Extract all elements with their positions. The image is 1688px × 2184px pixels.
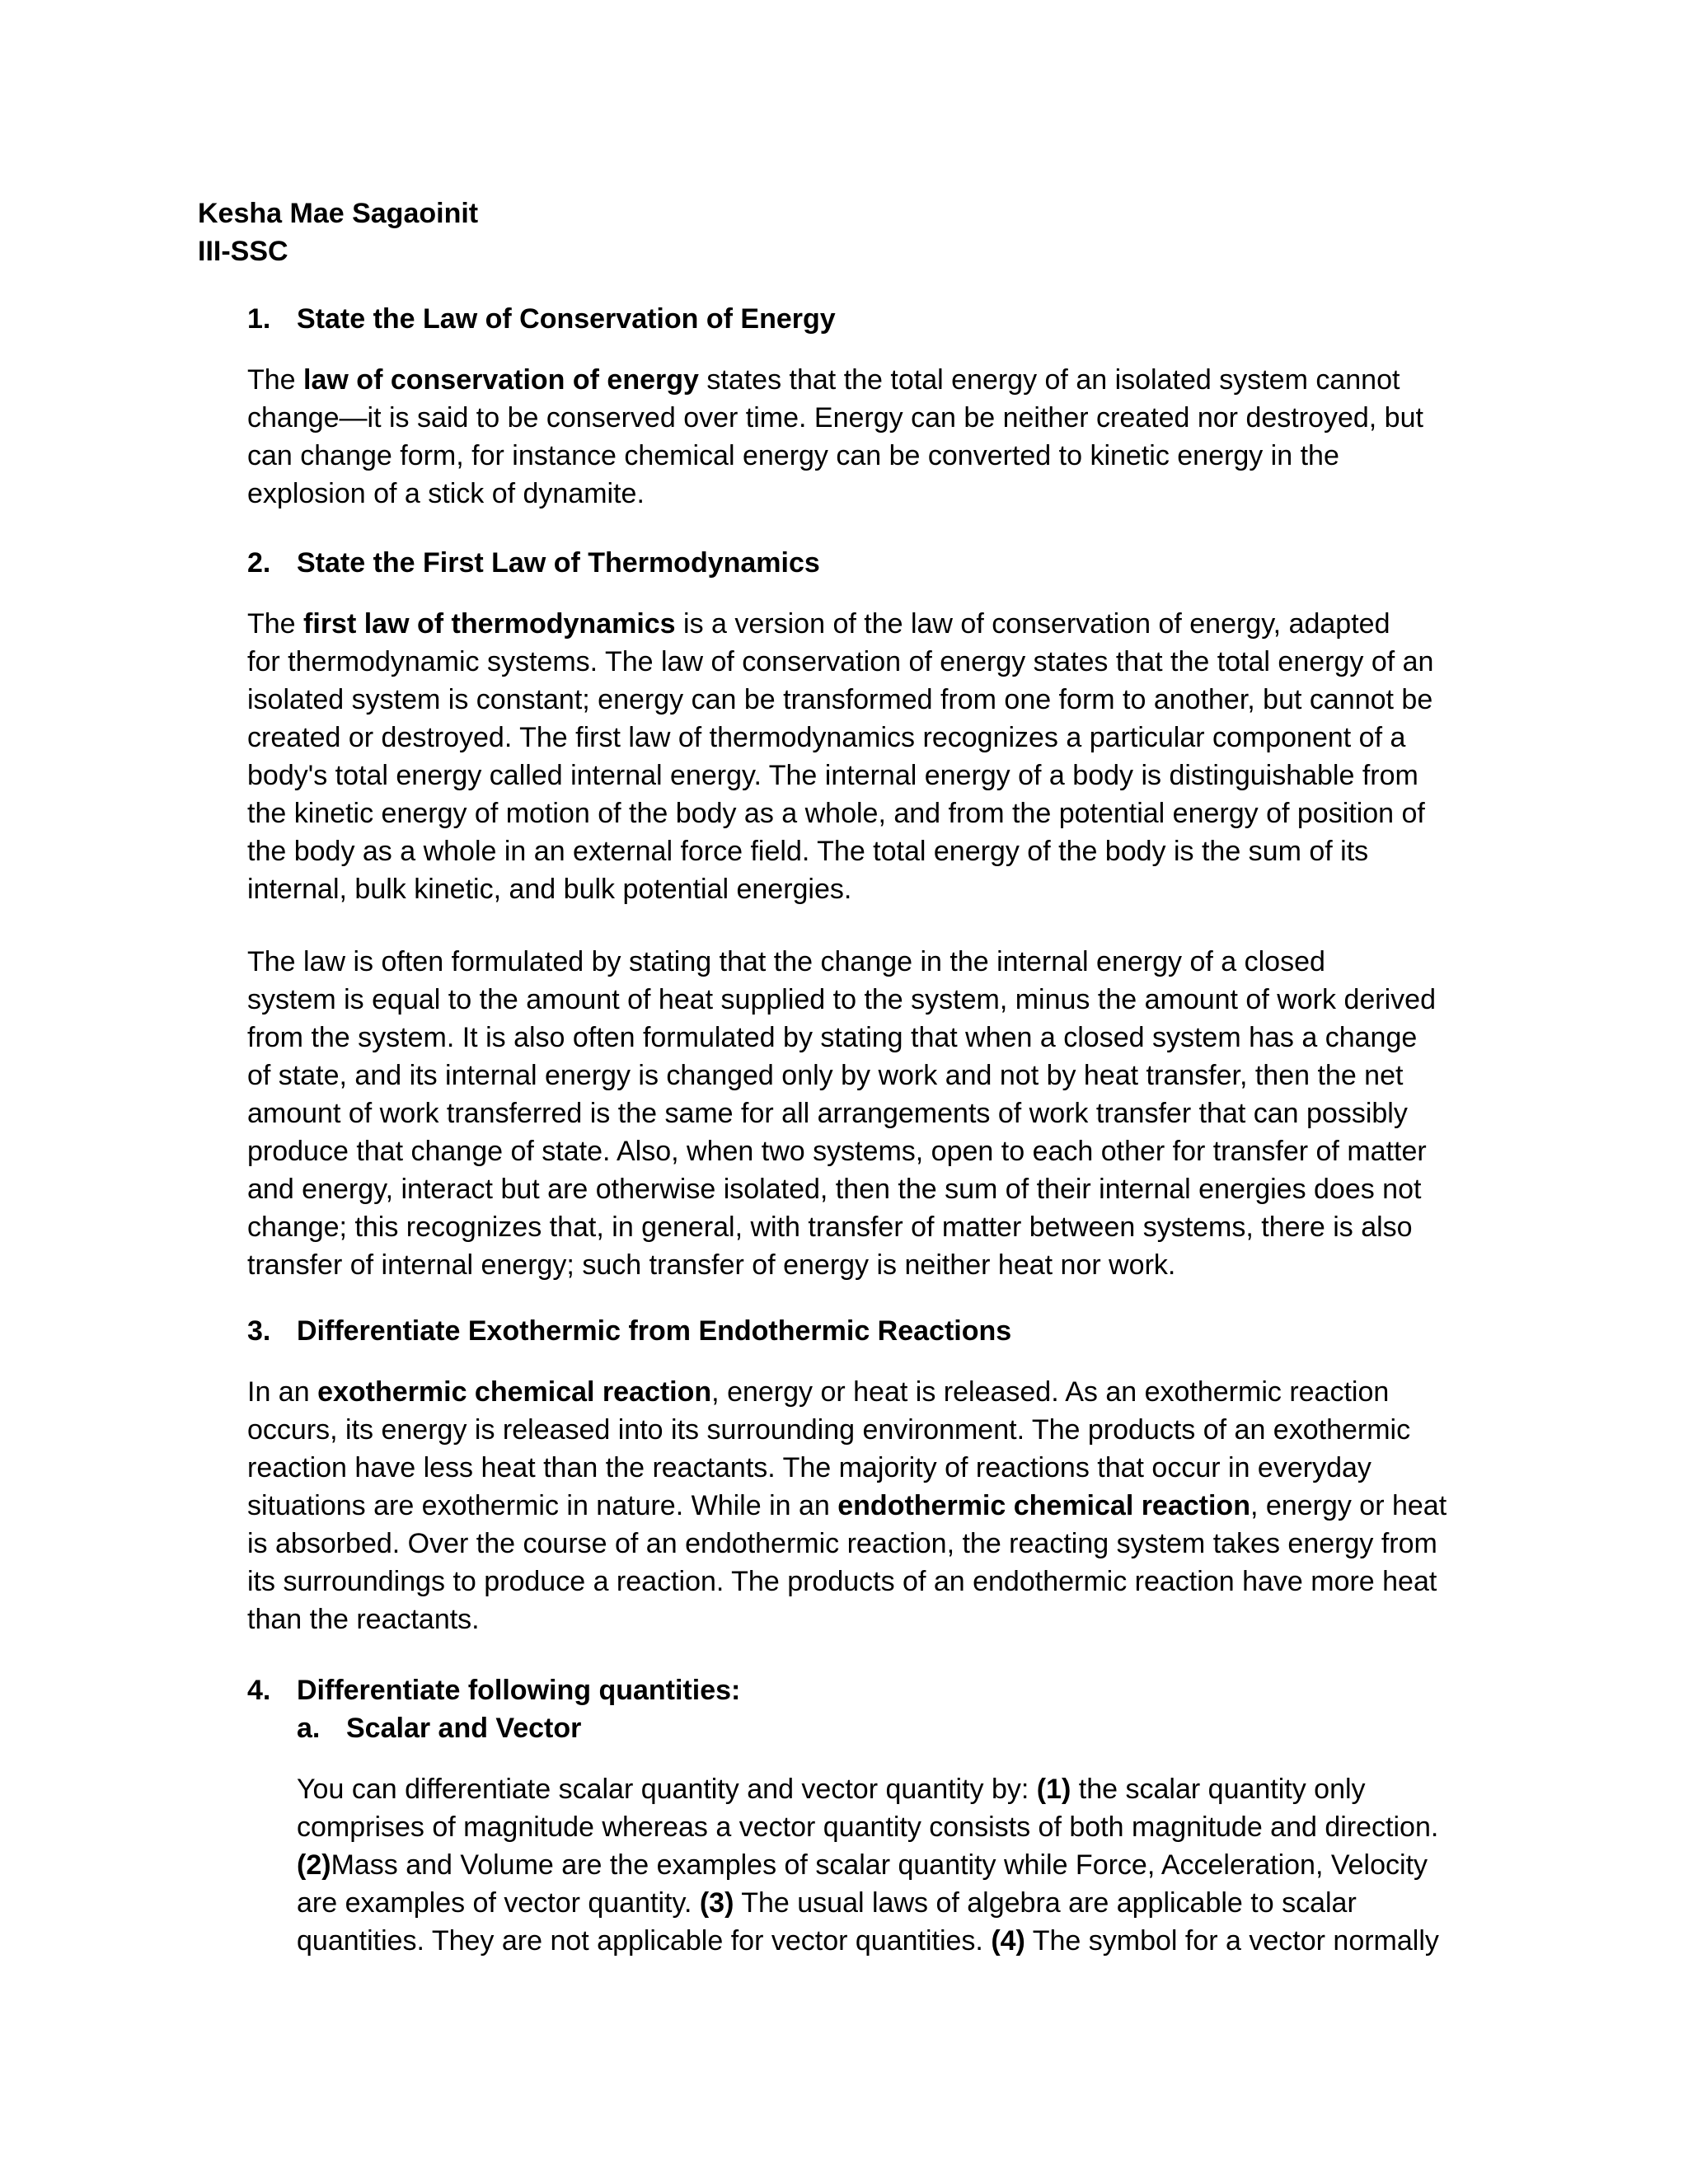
text-run: isolated system is constant; energy can be transformed from one form to another, but cannot be bbox=[247, 684, 1433, 715]
question-1-answer bbox=[247, 361, 1423, 513]
sub-title: Scalar and Vector bbox=[346, 1713, 582, 1744]
bold-term: (4) bbox=[991, 1925, 1025, 1957]
text-run: is a version of the law of conservation of energy, adapted bbox=[675, 608, 1390, 640]
text-line bbox=[247, 643, 1433, 681]
sub-letter: a. bbox=[297, 1713, 321, 1744]
text-run: , energy or heat is released. As an exothermic reaction bbox=[711, 1376, 1390, 1408]
question-title: Differentiate Exothermic from Endothermic Reactions bbox=[297, 1315, 1012, 1347]
text-run: and energy, interact but are otherwise isolated, then the sum of their internal energies does not bbox=[247, 1174, 1422, 1205]
bold-term: exothermic chemical reaction bbox=[317, 1376, 712, 1408]
text-run: situations are exothermic in nature. While in an bbox=[247, 1490, 838, 1521]
text-line bbox=[247, 1057, 1436, 1094]
text-run: change; this recognizes that, in general, with transfer of matter between systems, there is also bbox=[247, 1212, 1413, 1243]
text-line bbox=[297, 1770, 1439, 1808]
text-run: produce that change of state. Also, when two systems, open to each other for transfer of matter bbox=[247, 1136, 1427, 1167]
bold-term: first law of thermodynamics bbox=[303, 608, 676, 640]
text-run: is absorbed. Over the course of an endothermic reaction, the reacting system takes energy from bbox=[247, 1528, 1437, 1559]
text-line bbox=[247, 1132, 1436, 1170]
text-run: of state, and its internal energy is changed only by work and not by heat transfer, then the net bbox=[247, 1060, 1404, 1091]
bold-term: (3) bbox=[699, 1887, 734, 1919]
text-line bbox=[247, 1246, 1436, 1284]
text-line bbox=[297, 1884, 1439, 1922]
text-line bbox=[247, 399, 1423, 437]
text-run: Mass and Volume are the examples of scalar quantity while Force, Acceleration, Velocity bbox=[331, 1849, 1428, 1881]
text-run: comprises of magnitude whereas a vector quantity consists of both magnitude and direction. bbox=[297, 1811, 1439, 1843]
question-4a-answer bbox=[297, 1770, 1439, 1960]
question-number: 2. bbox=[247, 547, 271, 579]
text-run: created or destroyed. The first law of thermodynamics recognizes a particular component of a bbox=[247, 722, 1406, 753]
text-line bbox=[247, 870, 1433, 908]
text-line bbox=[247, 943, 1436, 981]
text-run: the body as a whole in an external force field. The total energy of the body is the sum of its bbox=[247, 836, 1369, 867]
class-section: III-SSC bbox=[198, 236, 288, 267]
text-run: , energy or heat bbox=[1250, 1490, 1447, 1521]
text-line bbox=[247, 1019, 1436, 1057]
text-run: explosion of a stick of dynamite. bbox=[247, 478, 645, 509]
text-line bbox=[247, 605, 1433, 643]
text-line bbox=[247, 981, 1436, 1019]
text-run: than the reactants. bbox=[247, 1604, 480, 1635]
text-line bbox=[247, 361, 1423, 399]
text-line bbox=[247, 1601, 1447, 1638]
text-run: for thermodynamic systems. The law of conservation of energy states that the total energy of an bbox=[247, 646, 1434, 677]
text-run: The bbox=[247, 608, 304, 640]
text-run: the kinetic energy of motion of the body as a whole, and from the potential energy of position of bbox=[247, 798, 1425, 829]
text-line bbox=[247, 1525, 1447, 1563]
text-run: change—it is said to be conserved over time. Energy can be neither created nor destroyed, but bbox=[247, 402, 1423, 434]
text-line bbox=[247, 1094, 1436, 1132]
text-run: The law is often formulated by stating that the change in the internal energy of a closed bbox=[247, 946, 1325, 977]
text-run: In an bbox=[247, 1376, 318, 1408]
text-line bbox=[247, 719, 1433, 757]
question-2-answer-paragraph-1 bbox=[247, 605, 1433, 908]
bold-term: law of conservation of energy bbox=[303, 364, 699, 396]
text-run: from the system. It is also often formulated by stating that when a closed system has a change bbox=[247, 1022, 1418, 1053]
text-run: the scalar quantity only bbox=[1071, 1774, 1366, 1805]
text-line bbox=[247, 681, 1433, 719]
text-line bbox=[297, 1846, 1439, 1884]
text-run: You can differentiate scalar quantity and vector quantity by: bbox=[297, 1774, 1037, 1805]
text-run: The usual laws of algebra are applicable to scalar bbox=[734, 1887, 1357, 1919]
bold-term: (2) bbox=[297, 1849, 331, 1881]
text-line bbox=[247, 1411, 1447, 1449]
text-run: The bbox=[247, 364, 304, 396]
bold-term: (1) bbox=[1036, 1774, 1071, 1805]
text-run: are examples of vector quantity. bbox=[297, 1887, 700, 1919]
text-line bbox=[247, 1170, 1436, 1208]
text-line bbox=[247, 1449, 1447, 1487]
question-title: State the First Law of Thermodynamics bbox=[297, 547, 820, 579]
text-line bbox=[247, 1563, 1447, 1601]
question-number: 1. bbox=[247, 303, 271, 335]
text-line bbox=[247, 757, 1433, 794]
text-run: occurs, its energy is released into its surrounding environment. The products of an exothermic bbox=[247, 1414, 1411, 1446]
text-line bbox=[247, 1208, 1436, 1246]
question-3-answer bbox=[247, 1373, 1447, 1638]
text-line bbox=[247, 794, 1433, 832]
text-line bbox=[297, 1808, 1439, 1846]
question-title: Differentiate following quantities: bbox=[297, 1675, 741, 1706]
text-line bbox=[247, 1487, 1447, 1525]
bold-term: endothermic chemical reaction bbox=[837, 1490, 1250, 1521]
text-run: states that the total energy of an isolated system cannot bbox=[698, 364, 1400, 396]
text-run: can change form, for instance chemical energy can be converted to kinetic energy in the bbox=[247, 440, 1339, 471]
text-line bbox=[247, 437, 1423, 475]
text-run: transfer of internal energy; such transfer of energy is neither heat nor work. bbox=[247, 1249, 1176, 1281]
author-name: Kesha Mae Sagaoinit bbox=[198, 198, 479, 229]
question-title: State the Law of Conservation of Energy bbox=[297, 303, 836, 335]
text-line bbox=[247, 1373, 1447, 1411]
text-run: system is equal to the amount of heat supplied to the system, minus the amount of work derived bbox=[247, 984, 1436, 1015]
question-number: 3. bbox=[247, 1315, 271, 1347]
text-run: its surroundings to produce a reaction. The products of an endothermic reaction have more heat bbox=[247, 1566, 1437, 1597]
text-run: quantities. They are not applicable for vector quantities. bbox=[297, 1925, 992, 1957]
text-run: The symbol for a vector normally bbox=[1025, 1925, 1439, 1957]
question-2-answer-paragraph-2 bbox=[247, 943, 1436, 1284]
text-run: internal, bulk kinetic, and bulk potential energies. bbox=[247, 874, 852, 905]
text-line bbox=[297, 1922, 1439, 1960]
text-run: reaction have less heat than the reactants. The majority of reactions that occur in everyday bbox=[247, 1452, 1372, 1483]
text-run: body's total energy called internal energy. The internal energy of a body is distinguishable from bbox=[247, 760, 1418, 791]
question-number: 4. bbox=[247, 1675, 271, 1706]
text-run: amount of work transferred is the same for all arrangements of work transfer that can possibly bbox=[247, 1098, 1408, 1129]
text-line bbox=[247, 832, 1433, 870]
text-line bbox=[247, 475, 1423, 513]
